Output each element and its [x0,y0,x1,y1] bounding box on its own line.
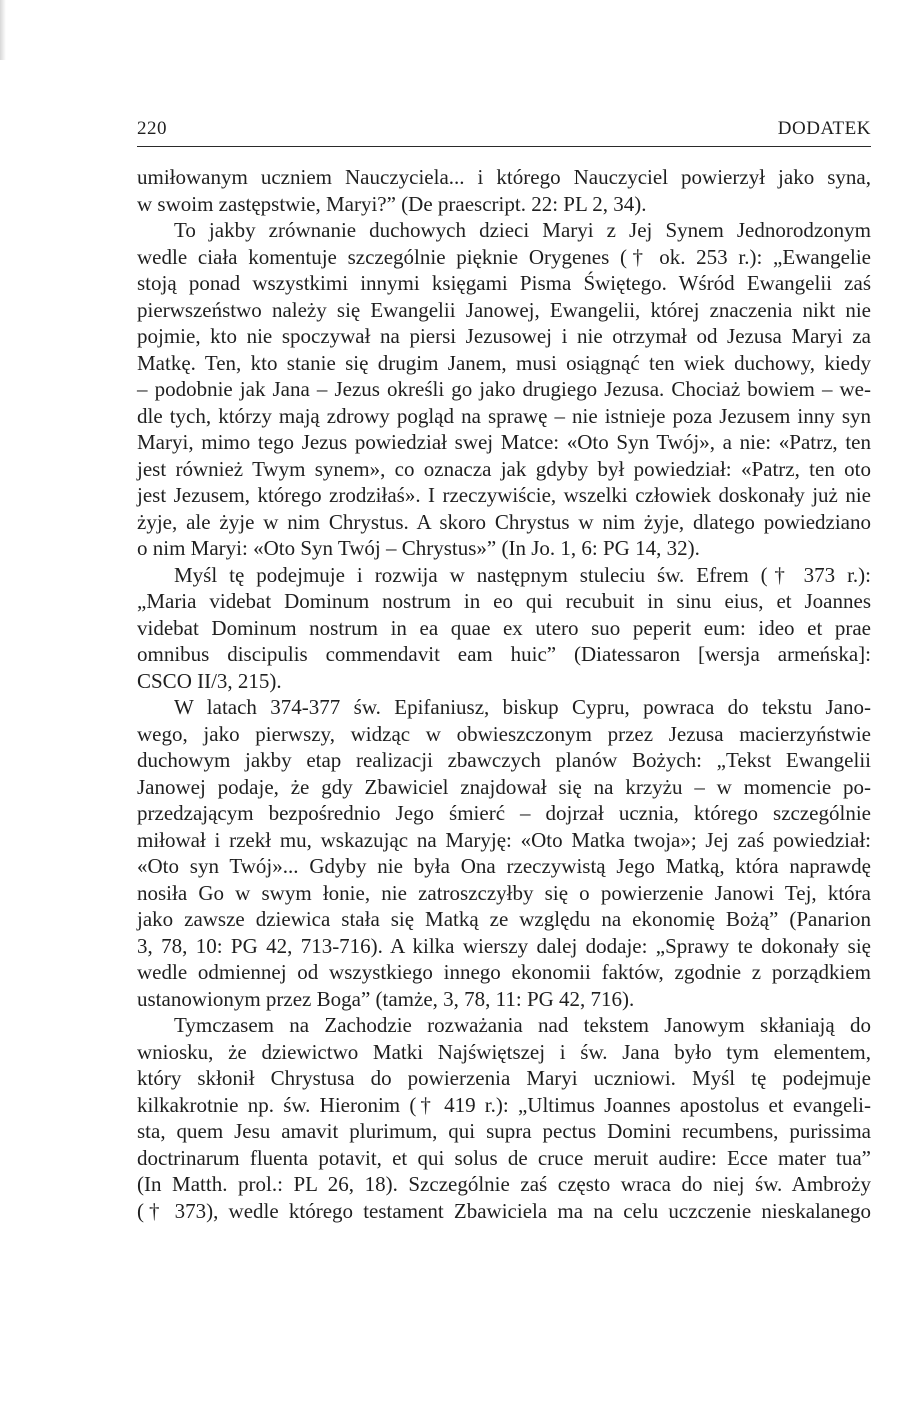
text-line: omnibus discipulis commendavit eam huic” (Diatessaron [wersja armeńska]: [137,642,871,666]
text-line: doctrinarum fluenta potavit, et qui solus de cruce meruit audire: Ecce mater tua” [137,1145,871,1170]
text-line: Janowej podaje, że gdy Zbawiciel znajdował się na krzyżu – w momencie po- [137,774,871,799]
text-line: ustanowionym przez Boga” (tamże, 3, 78, 11: PG 42, 716). [137,986,635,1011]
text-line: wedle odmiennej od wszystkiego innego ekonomii faktów, zgodnie z porządkiem [137,960,871,984]
text-line: sta, quem Jesu amavit plurimum, qui supra pectus Domini recumbens, purissima [137,1119,871,1143]
text-line: To jakby zrównanie duchowych dzieci Maryi z Jej Synem Jednorodzonym [174,218,871,242]
text-line: wniosku, że dziewictwo Matki Najświętszej i św. Jana było tym elementem, [137,1039,871,1064]
text-line: „Maria videbat Dominum nostrum in eo qui recubuit in sinu eius, et Joannes [137,589,871,613]
text-line: W latach 374-377 św. Epifaniusz, biskup Cypru, powraca do tekstu Jano- [174,695,871,719]
text-line: który skłonił Chrystusa do powierzenia Maryi uczniowi. Myśl tę podejmuje [137,1066,871,1090]
text-line: «Oto syn Twój»... Gdyby nie była Ona rzeczywistą Jego Matką, która naprawdę [137,854,871,878]
text-line: o nim Maryi: «Oto Syn Twój – Chrystus»” (In Jo. 1, 6: PG 14, 32). [137,536,700,560]
text-line: przedzającym bezpośrednio Jego śmierć – dojrzał ucznia, którego szczególnie [137,801,871,825]
text-line: CSCO II/3, 215). [137,668,282,693]
text-line: miłował i rzekł mu, wskazując na Maryję: «Oto Matka twoja»; Jej zaś powiedział: [137,827,871,852]
text-line: żyje, ale żyje w nim Chrystus. A skoro Chrystus w nim żyje, dlatego powiedziano [137,509,871,534]
text-line: Myśl tę podejmuje i rozwija w następnym stuleciu św. Efrem († 373 r.): [174,562,871,587]
text-line: pierwszeństwo należy się Ewangelii Janowej, Ewangelii, której znaczenia nikt nie [137,297,871,322]
page-number: 220 [137,118,167,139]
text-line: w swoim zastępstwie, Maryi?” (De praescript. 22: PL 2, 34). [137,191,647,216]
text-line: stoją ponad wszystkimi innymi księgami Pisma Świętego. Wśród Ewangelii zaś [137,271,871,295]
text-line: († 373), wedle którego testament Zbawiciela ma na celu uczczenie nieskalanego [137,1198,871,1223]
text-line: Tymczasem na Zachodzie rozważania nad tekstem Janowym skłaniają do [174,1013,871,1037]
text-line: videbat Dominum nostrum in ea quae ex utero suo peperit eum: ideo et prae [137,615,871,640]
text-line: (In Matth. prol.: PL 26, 18). Szczególnie zaś często wraca do niej św. Ambroży [137,1172,871,1196]
text-line: dle tych, którzy mają zdrowy pogląd na sprawę – nie istnieje poza Jezusem inny syn [137,403,871,428]
text-line: duchowym jakby etap realizacji zbawczych planów Bożych: „Tekst Ewangelii [137,748,871,772]
body-text [137,164,871,1224]
text-line: nosiła Go w swym łonie, nie zatroszczyłby się o powierzenie Janowi Tej, która [137,880,871,905]
text-line: wedle ciała komentuje szczególnie pięknie Orygenes († ok. 253 r.): „Ewangelie [137,244,871,269]
page-scan-edge [0,0,6,60]
running-head [137,116,871,147]
text-line: Matkę. Ten, kto stanie się drugim Janem, musi osiągnąć ten wiek duchowy, kiedy [137,350,871,375]
running-title: DODATEK [777,118,871,139]
text-line: jest również Twym synem», co oznacza jak gdyby był powiedział: «Patrz, ten oto [137,456,871,481]
text-line: Maryi, mimo tego Jezus powiedział swej Matce: «Oto Syn Twój», a nie: «Patrz, ten [137,430,871,454]
text-line: umiłowanym uczniem Nauczyciela... i którego Nauczyciel powierzył jako syna, [137,165,871,189]
text-line: 3, 78, 10: PG 42, 713-716). A kilka wierszy dalej dodaje: „Sprawy te dokonały się [137,933,871,958]
text-line: jest Jezusem, którego zrodziłaś». I rzeczywiście, wszelki człowiek doskonały już nie [137,483,871,507]
text-line: – podobnie jak Jana – Jezus określi go jako drugiego Jezusa. Chociaż bowiem – we- [137,377,871,401]
text-line: pojmie, kto nie spoczywał na piersi Jezusowej i nie otrzymał od Jezusa Maryi za [137,324,871,348]
text-line: kilkakrotnie np. św. Hieronim († 419 r.): „Ultimus Joannes apostolus et evangeli- [137,1092,871,1117]
text-line: jako zawsze dziewica stała się Matką ze względu na ekonomię Bożą” (Panarion [137,907,871,931]
text-line: wego, jako pierwszy, widząc w obwieszczonym przez Jezusa macierzyństwie [137,721,871,746]
